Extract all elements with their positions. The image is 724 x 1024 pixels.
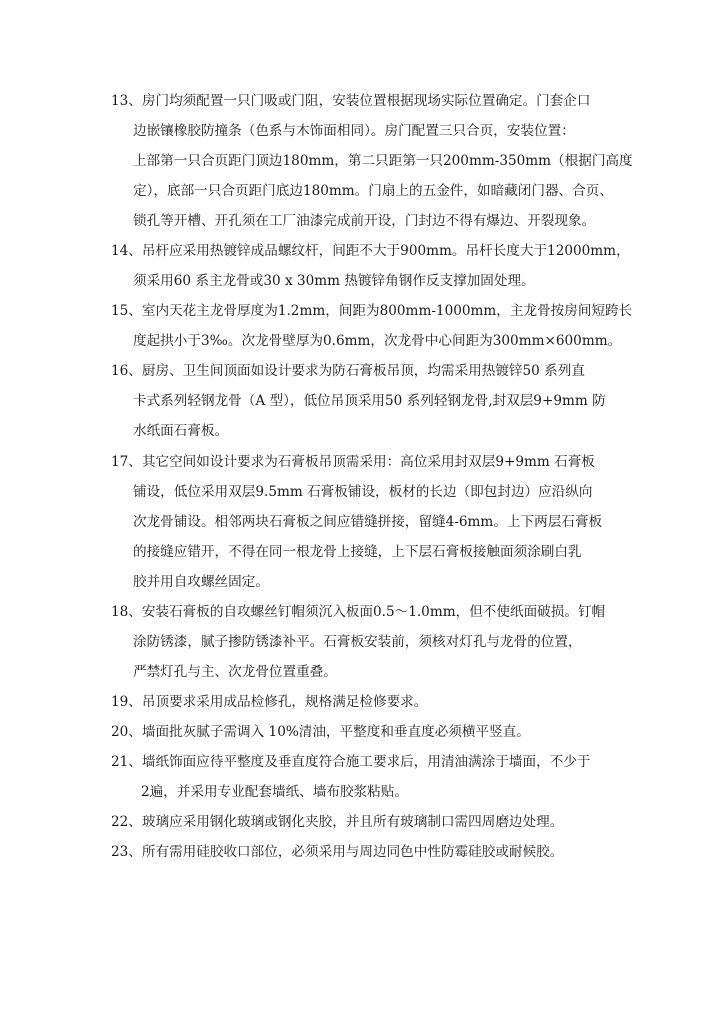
clause-13-line-4: 定），底部一只合页距门底边180mm。门扇上的五金件，如暗藏闭门器、合页、 — [133, 183, 613, 199]
clause-13-line-5: 锁孔等开槽、开孔须在工厂油漆完成前开设，门封边不得有爆边、开裂现象。 — [133, 213, 596, 229]
clause-16-line-3: 水纸面石膏板。 — [133, 423, 229, 439]
clause-20-line-1: 20、墙面批灰腻子需调入 10%清油，平整度和垂直度必须横平竖直。 — [111, 724, 530, 740]
clause-14-line-1: 14、吊杆应采用热镀锌成品螺纹杆，间距不大于900mm。吊杆长度大于12000mm， — [111, 243, 630, 259]
clause-17-line-2: 铺设，低位采用双层9.5mm 石膏板铺设，板材的长边（即包封边）应沿纵向 — [133, 484, 593, 500]
clause-16-line-2: 卡式系列轻钢龙骨（A 型），低位吊顶采用50 系列轻钢龙骨,封双层9+9mm 防 — [133, 393, 606, 409]
clause-23-line-1: 23、所有需用硅胶收口部位，必须采用与周边同色中性防霉硅胶或耐候胶。 — [111, 844, 564, 860]
clause-13-line-2: 边嵌镶橡胶防撞条（色系与木饰面相同）。房门配置三只合页，安装位置： — [133, 123, 575, 139]
clause-17-line-4: 的接缝应错开，不得在同一根龙骨上接缝，上下层石膏板接触面须涂刷白乳 — [133, 544, 582, 560]
clause-18-line-3: 严禁灯孔与主、次龙骨位置重叠。 — [133, 664, 337, 680]
clause-19-line-1: 19、吊顶要求采用成品检修孔，规格满足检修要求。 — [111, 694, 428, 710]
clause-18-line-2: 涂防锈漆，腻子掺防锈漆补平。石膏板安装前，须核对灯孔与龙骨的位置， — [133, 634, 582, 650]
clause-13-line-1: 13、房门均须配置一只门吸或门阻，安装位置根据现场实际位置确定。门套企口 — [111, 93, 591, 109]
clause-14-line-2: 须采用60 系主龙骨或30 x 30mm 热镀锌角钢作反支撑加固处理。 — [133, 273, 535, 289]
clause-17-line-1: 17、其它空间如设计要求为石膏板吊顶需采用：高位采用封双层9+9mm 石膏板 — [111, 454, 595, 470]
clause-16-line-1: 16、厨房、卫生间顶面如设计要求为防石膏板吊顶，均需采用热镀锌50 系列直 — [111, 363, 585, 379]
clause-21-line-2: 2遍，并采用专业配套墙纸、墙布胶浆粘贴。 — [141, 784, 408, 800]
clause-15-line-2: 度起拱小于3‰。次龙骨壁厚为0.6mm，次龙骨中心间距为300mm×600mm。 — [133, 333, 622, 349]
clause-22-line-1: 22、玻璃应采用钢化玻璃或钢化夹胶，并且所有玻璃制口需四周磨边处理。 — [111, 814, 564, 830]
clause-17-line-3: 次龙骨铺设。相邻两块石膏板之间应错缝拼接，留缝4-6mm。上下两层石膏板 — [133, 514, 603, 530]
clause-21-line-1: 21、墙纸饰面应待平整度及垂直度符合施工要求后，用清油满涂于墙面，不少于 — [111, 754, 591, 770]
clause-18-line-1: 18、安装石膏板的自攻螺丝钉帽须沉入板面0.5～1.0mm，但不使纸面破损。钉帽 — [111, 604, 606, 620]
clause-17-line-5: 胶并用自攻螺丝固定。 — [133, 574, 269, 590]
clause-13-line-3: 上部第一只合页距门顶边180mm，第二只距第一只200mm-350mm（根据门高度 — [133, 153, 633, 169]
clause-15-line-1: 15、室内天花主龙骨厚度为1.2mm，间距为800mm-1000mm，主龙骨按房间短跨长 — [111, 303, 633, 319]
